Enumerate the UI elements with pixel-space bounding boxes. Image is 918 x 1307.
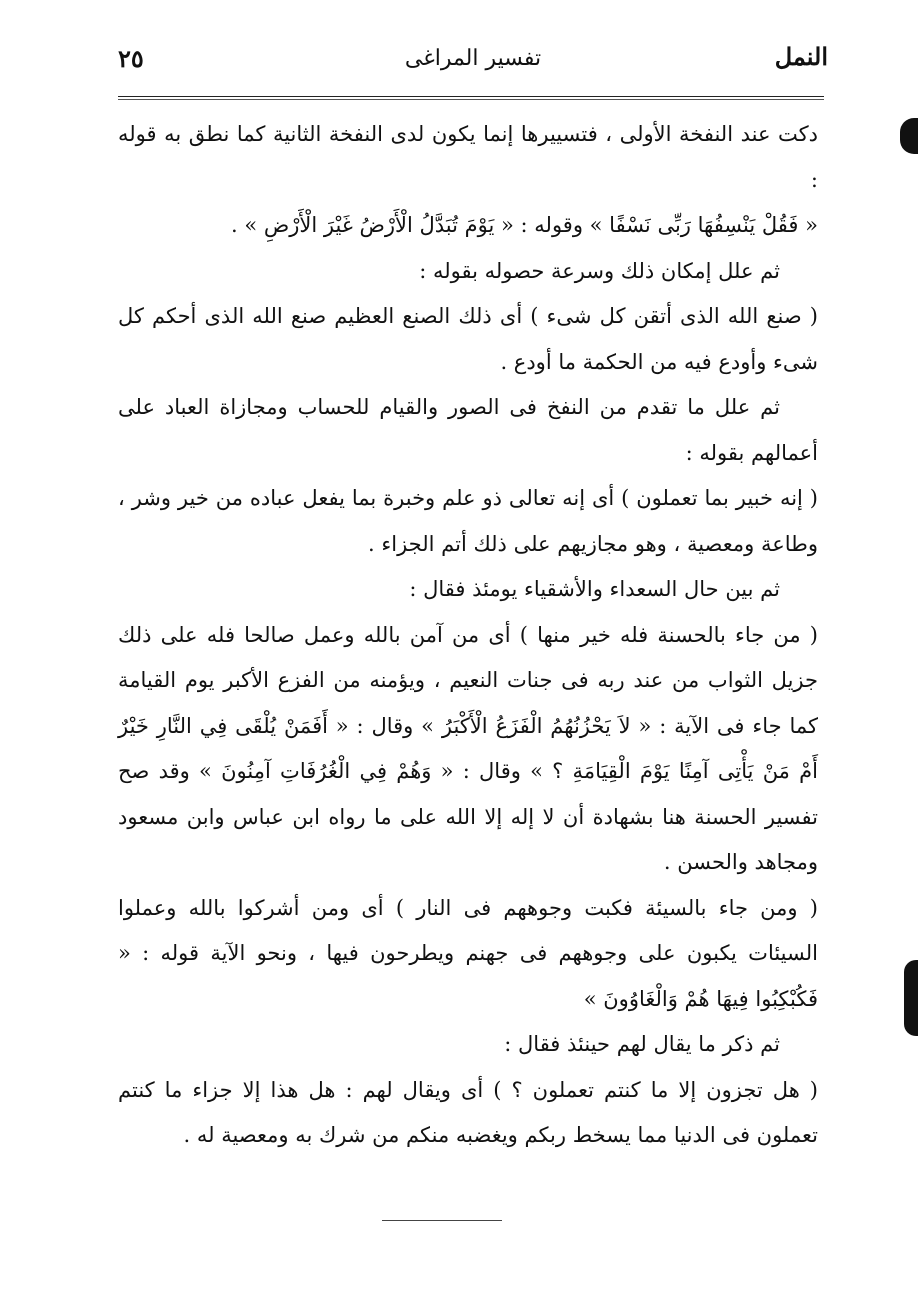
header-rule-secondary — [118, 99, 824, 100]
surah-name: النمل — [774, 42, 828, 71]
page-edge-mark — [900, 118, 918, 154]
paragraph: ثم علل إمكان ذلك وسرعة حصوله بقوله : — [419, 258, 780, 283]
verse-commentary: ( هل تجزون إلا ما كنتم تعملون ؟ ) أى ويقال لهم : هل هذا إلا جزاء ما كنتم تعملون فى الدنيا مما يسخط ربكم ويغضبه منكم من شرك به ومعصية له . — [118, 1077, 818, 1147]
page-header — [118, 38, 828, 88]
verse-commentary: ( صنع الله الذى أتقن كل شىء ) أى ذلك الصنع العظيم صنع الله الذى أحكم كل شىء وأودع فيه من الحكمة ما أودع . — [118, 304, 818, 374]
paragraph: ثم بين حال السعداء والأشقياء يومئذ فقال : — [409, 577, 780, 601]
page-number: ٢٥ — [118, 44, 144, 73]
paragraph: ثم ذكر ما يقال لهم حينئذ فقال : — [504, 1032, 780, 1056]
verse-commentary: ( من جاء بالحسنة فله خير منها ) أى من آمن بالله وعمل صالحا فله على ذلك جزيل الثواب من عند ربه فى جنات النعيم ، ويؤمنه من الفزع الأكبر يوم القيامة كما جاء فى الآية : « لاَ يَحْزُنُهُمُ الْفَزَعُ الْأَكْبَرُ » وقال : « أَفَمَنْ يُلْقَى فِي النَّارِ خَيْرٌ أَمْ مَنْ يَأْتِى آمِنًا يَوْمَ الْقِيَامَةِ ؟ » وقال : « وَهُمْ فِي الْغُرُفَاتِ آمِنُونَ » وقد صح تفسير الحسنة هنا بشهادة أن لا إله إلا الله على ما رواه ابن عباس وابن مسعود ومجاهد والحسن . — [118, 622, 818, 874]
footer-rule — [382, 1220, 502, 1221]
book-title: تفسير المراغى — [404, 46, 542, 71]
page-body — [118, 112, 818, 1159]
page-edge-mark — [904, 960, 918, 1036]
verse-commentary: ( ومن جاء بالسيئة فكبت وجوههم فى النار ) أى ومن أشركوا بالله وعملوا السيئات يكبون على وجوههم فى جهنم ويطرحون فيها ، ونحو الآية قوله : « فَكُبْكِبُوا فِيهَا هُمْ وَالْغَاوُونَ » — [118, 895, 818, 1011]
quran-quote-paragraph: « فَقُلْ يَنْسِفُهَا رَبِّى نَسْفًا » وقوله : « يَوْمَ تُبَدَّلُ الْأَرْضُ غَيْرَ الْأَرْضِ » . — [231, 213, 818, 237]
verse-commentary: ( إنه خبير بما تعملون ) أى إنه تعالى ذو علم وخبرة بما يفعل عباده من خير وشر ، وطاعة ومعصية ، وهو مجازيهم على ذلك أتم الجزاء . — [118, 486, 818, 556]
paragraph: ثم علل ما تقدم من النفخ فى الصور والقيام للحساب ومجازاة العباد على أعمالهم بقوله : — [118, 395, 818, 465]
header-rule — [118, 96, 824, 97]
paragraph: دكت عند النفخة الأولى ، فتسييرها إنما يكون لدى النفخة الثانية كما نطق به قوله : — [118, 122, 818, 192]
